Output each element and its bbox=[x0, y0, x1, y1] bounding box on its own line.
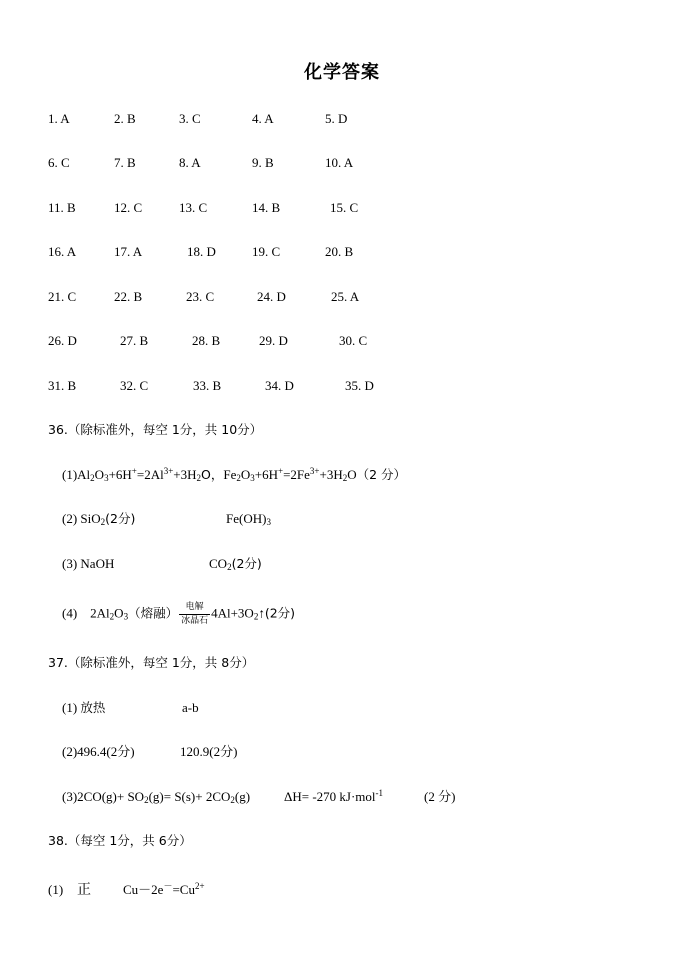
answer-item: 23. C bbox=[186, 289, 215, 304]
answer-item: 8. A bbox=[179, 155, 201, 170]
q37-part3-eq: $(3)2CO(g)+ SO_2(g)= S(s)+ 2CO_2(g)$ bbox=[62, 789, 251, 805]
answer-item: 5. D bbox=[325, 111, 348, 126]
q36-part3-b: $CO_2(2$分) bbox=[209, 556, 262, 572]
answer-item: 9. B bbox=[252, 155, 274, 170]
answer-item: 16. A bbox=[48, 244, 77, 259]
answer-item: 3. C bbox=[179, 111, 201, 126]
answer-item: 21. C bbox=[48, 289, 77, 304]
answer-item: 20. B bbox=[325, 244, 354, 259]
q37-part3-score: (2 分) bbox=[424, 789, 456, 804]
answer-item: 18. D bbox=[187, 244, 216, 259]
q37-part1-a: (1) 放热 bbox=[62, 700, 106, 715]
answer-item: 33. B bbox=[193, 378, 222, 393]
q36-part2-a: (2) SiO$_2$(2分) bbox=[62, 511, 136, 527]
q36-part2-b: $Fe(OH)_3$ bbox=[226, 511, 271, 527]
q37-header: 37.（除标准外，每空 1分，共 8分） bbox=[48, 655, 255, 670]
answer-item: 30. C bbox=[339, 333, 368, 348]
page-title: 化学答案 bbox=[304, 62, 380, 83]
answer-item: 10. A bbox=[325, 155, 354, 170]
q38-part1-label: (1) bbox=[48, 882, 64, 897]
answer-item: 25. A bbox=[331, 289, 360, 304]
q38-header: 38.（每空 1分，共 6分） bbox=[48, 833, 192, 848]
answer-item: 7. B bbox=[114, 155, 136, 170]
q36-part3-a: (3) NaOH bbox=[62, 556, 115, 571]
q36-part1: $(1)Al_2O_3+6H^+=2Al^{3+}+3H_2O$，$Fe_2O_3+6H^+=2Fe^{3+}+3H_2O(2$ 分） bbox=[62, 466, 407, 483]
answer-item: 2. B bbox=[114, 111, 136, 126]
answer-item: 35. D bbox=[345, 378, 374, 393]
answer-item: 19. C bbox=[252, 244, 281, 259]
answer-item: 27. B bbox=[120, 333, 149, 348]
q36-part4: (4) $2Al_2O_3$（熔融） $\frac{\text{电解}}{\text{冰晶石}}$ $4Al+3O_2↑(2$分) bbox=[62, 602, 296, 626]
q37-part3-dh: ΔH= -270 kJ·mol$^{-1}$ bbox=[284, 788, 384, 804]
q37-part1-b: a-b bbox=[182, 700, 199, 715]
answer-item: 29. D bbox=[259, 333, 288, 348]
q36-header: 36.（除标准外，每空 1分，共 10分） bbox=[48, 422, 263, 437]
answer-item: 24. D bbox=[257, 289, 286, 304]
answer-item: 6. C bbox=[48, 155, 70, 170]
q38-part1-b: $Cu-2e^-=Cu^{2+}$ bbox=[123, 881, 205, 897]
answer-item: 15. C bbox=[330, 200, 359, 215]
answer-item: 11. B bbox=[48, 200, 76, 215]
q37-part2-b: 120.9(2分) bbox=[180, 744, 238, 759]
answer-item: 26. D bbox=[48, 333, 77, 348]
answer-item: 34. D bbox=[265, 378, 294, 393]
answer-item: 17. A bbox=[114, 244, 143, 259]
answer-item: 1. A bbox=[48, 111, 70, 126]
answer-item: 28. B bbox=[192, 333, 221, 348]
q38-part1-a: 正 bbox=[77, 882, 91, 898]
answer-item: 4. A bbox=[252, 111, 274, 126]
q37-part2-a: (2)496.4(2分) bbox=[62, 744, 135, 759]
answer-item: 32. C bbox=[120, 378, 149, 393]
answer-item: 31. B bbox=[48, 378, 77, 393]
reaction-condition: $\frac{\text{电解}}{\text{冰晶石}}$ bbox=[181, 602, 209, 626]
answer-item: 22. B bbox=[114, 289, 143, 304]
answer-item: 14. B bbox=[252, 200, 281, 215]
answer-item: 12. C bbox=[114, 200, 143, 215]
answer-item: 13. C bbox=[179, 200, 208, 215]
